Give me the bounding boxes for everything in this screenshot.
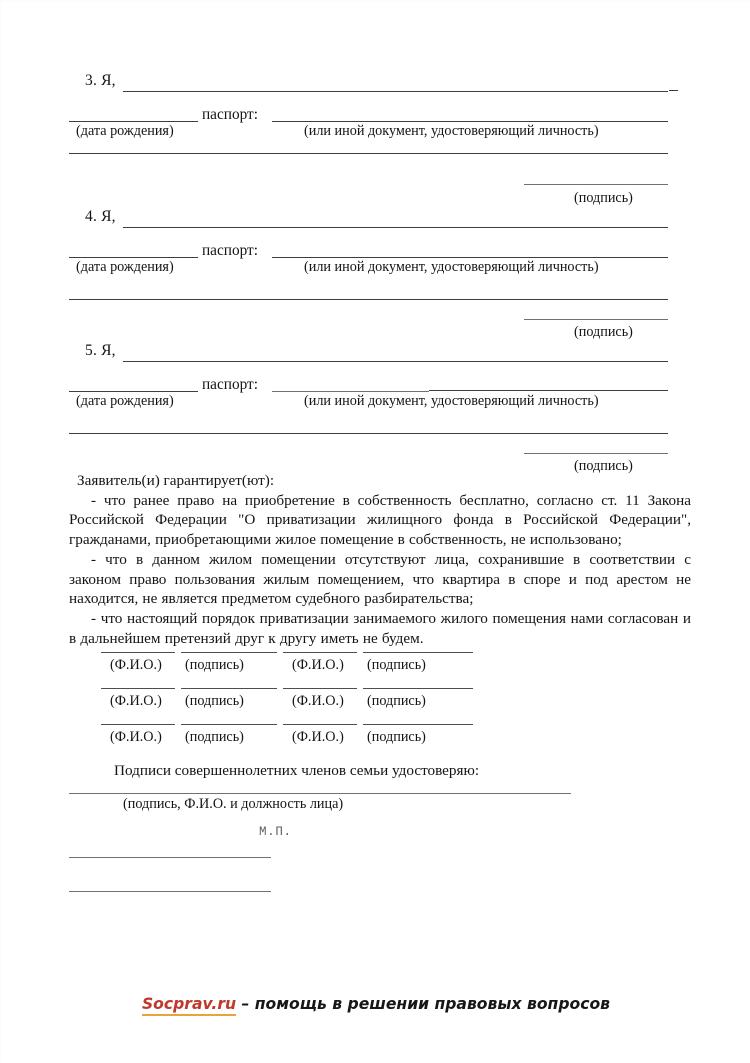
guarantee-item-3: - что настоящий порядок приватизации занимаемого жилого помещения нами согласован и в дальнейшем претензий друг к другу иметь не будем. — [69, 610, 691, 647]
birthdate-caption: (дата рождения) — [76, 123, 174, 139]
podpis-caption: (подпись) — [367, 729, 426, 745]
signature-blank-line — [363, 724, 473, 725]
person-name-line-tick — [669, 90, 678, 91]
person-extra-line — [69, 433, 668, 434]
podpis-caption: (подпись) — [367, 657, 426, 673]
signature-blank-line — [283, 688, 357, 689]
person-extra-line — [69, 299, 668, 300]
podpis-caption: (подпись) — [185, 693, 244, 709]
person-name-line — [123, 227, 668, 228]
signature-blank-line — [181, 724, 277, 725]
passport-label: паспорт: — [202, 106, 258, 123]
identity-doc-caption: (или иной документ, удостоверяющий личность) — [304, 259, 599, 275]
certification-caption: (подпись, Ф.И.О. и должность лица) — [123, 796, 344, 812]
person-number-label: 5. Я, — [85, 342, 116, 359]
fio-caption: (Ф.И.О.) — [110, 693, 162, 709]
passport-number-line-segment-b — [429, 390, 668, 391]
signature-line — [524, 319, 668, 320]
guarantee-item-2: - что в данном жилом помещении отсутствуют лица, сохранившие в соответствии с законом право пользования жилым помещением, что квартира в споре и под арестом не находится, не является предметом судебного разбирательства; — [69, 551, 691, 608]
table-row — [101, 724, 473, 760]
birthdate-caption: (дата рождения) — [76, 259, 174, 275]
fio-caption: (Ф.И.О.) — [110, 729, 162, 745]
signature-blank-line — [283, 724, 357, 725]
signature-blank-line — [181, 652, 277, 653]
birthdate-caption: (дата рождения) — [76, 393, 174, 409]
guarantees-lead: Заявитель(и) гарантирует(ют): — [77, 472, 275, 489]
passport-number-line — [272, 257, 668, 258]
extra-blank-line — [69, 891, 271, 892]
signature-blank-line — [363, 652, 473, 653]
passport-number-line-segment-a — [272, 391, 429, 392]
signature-line — [524, 453, 668, 454]
signature-line — [524, 184, 668, 185]
footer-watermark — [1, 995, 750, 1013]
person-extra-line — [69, 153, 668, 154]
person-number-label: 4. Я, — [85, 208, 116, 225]
guarantee-item-1: - что ранее право на приобретение в собственность бесплатно, согласно ст. 11 Закона Российской Федерации "О приватизации жилищного фонда в Российской Федерации", гражданами, приобретающими жилое помещение в собственность, не использовано; — [69, 492, 691, 548]
identity-doc-caption: (или иной документ, удостоверяющий личность) — [304, 393, 599, 409]
passport-label: паспорт: — [202, 242, 258, 259]
signature-caption: (подпись) — [574, 190, 633, 206]
signature-blank-line — [363, 688, 473, 689]
fio-caption: (Ф.И.О.) — [110, 657, 162, 673]
extra-blank-line — [69, 857, 271, 858]
fio-caption: (Ф.И.О.) — [292, 729, 344, 745]
podpis-caption: (подпись) — [185, 657, 244, 673]
person-name-line — [123, 361, 668, 362]
signature-caption: (подпись) — [574, 458, 633, 474]
signature-blank-line — [101, 688, 175, 689]
certification-line — [69, 793, 571, 794]
podpis-caption: (подпись) — [185, 729, 244, 745]
birthdate-line — [69, 121, 198, 122]
signature-blank-line — [101, 652, 175, 653]
person-number-label: 3. Я, — [85, 72, 116, 89]
guarantees-section — [69, 472, 691, 648]
person-name-line — [123, 91, 668, 92]
fio-caption: (Ф.И.О.) — [292, 693, 344, 709]
identity-doc-caption: (или иной документ, удостоверяющий личность) — [304, 123, 599, 139]
footer-tagline: – помощь в решении правовых вопросов — [236, 995, 611, 1013]
passport-number-line — [272, 121, 668, 122]
birthdate-line — [69, 391, 198, 392]
birthdate-line — [69, 257, 198, 258]
signature-blank-line — [181, 688, 277, 689]
signature-blank-line — [283, 652, 357, 653]
signature-table — [101, 652, 473, 760]
site-brand-link[interactable]: Socprav.ru — [142, 995, 236, 1016]
certification-title: Подписи совершеннолетних членов семьи удостоверяю: — [114, 762, 480, 779]
table-row — [101, 652, 473, 688]
podpis-caption: (подпись) — [367, 693, 426, 709]
stamp-placeholder: М.П. — [259, 825, 292, 839]
document-sheet — [1, 2, 750, 1063]
signature-blank-line — [101, 724, 175, 725]
table-row — [101, 688, 473, 724]
passport-label: паспорт: — [202, 376, 258, 393]
fio-caption: (Ф.И.О.) — [292, 657, 344, 673]
signature-caption: (подпись) — [574, 324, 633, 340]
